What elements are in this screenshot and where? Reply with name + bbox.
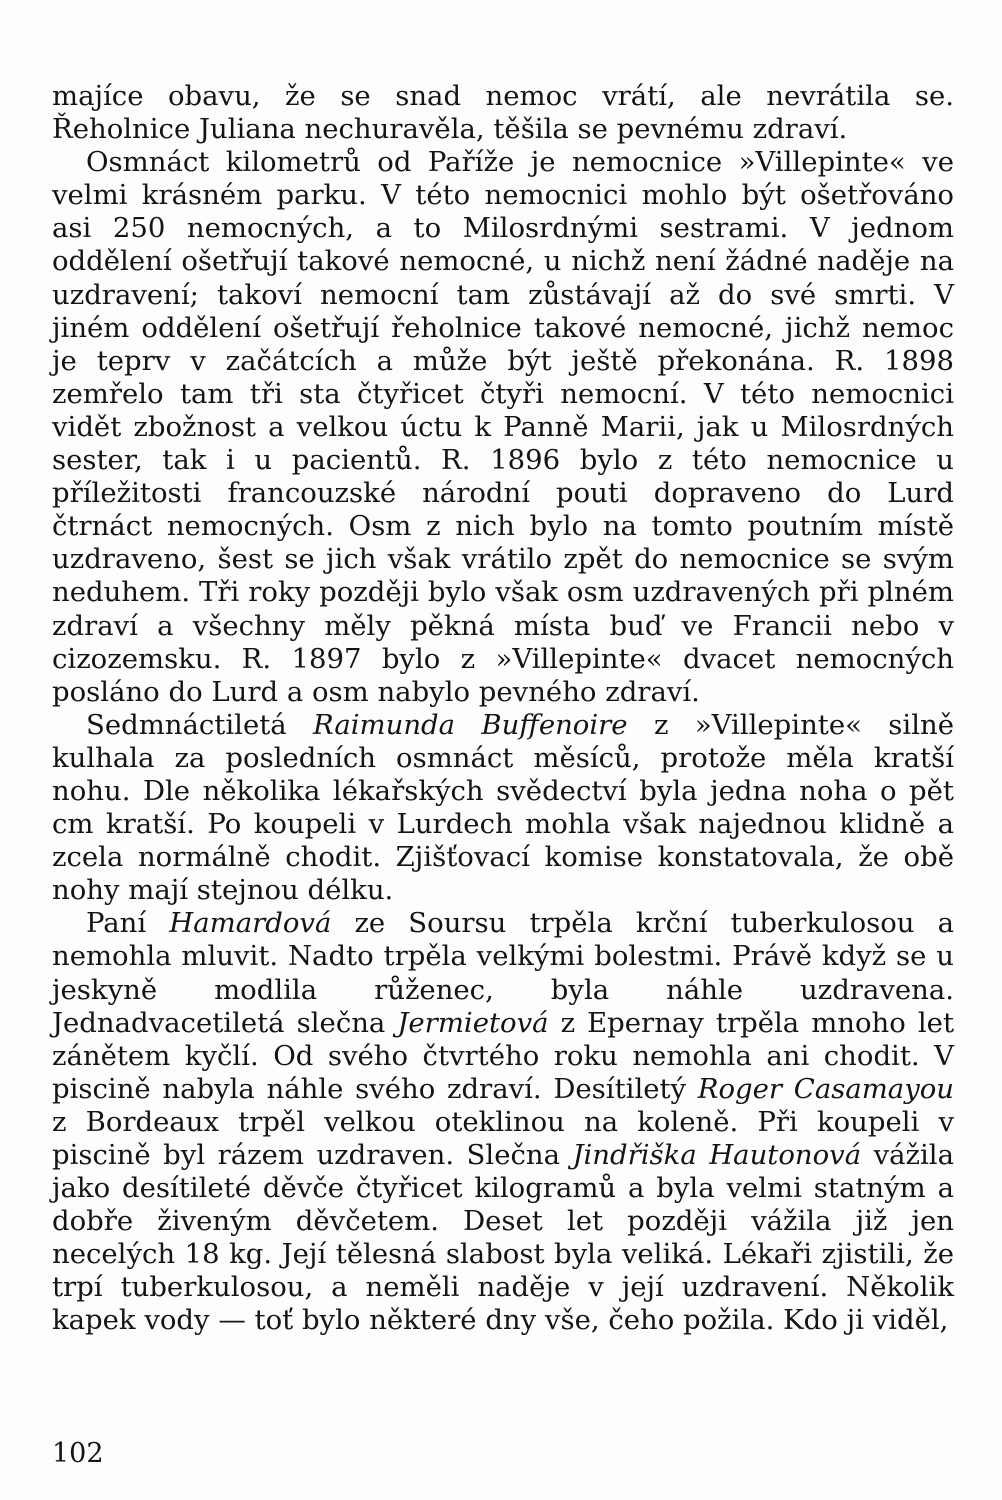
body-text <box>52 80 954 1338</box>
paragraph <box>52 80 954 146</box>
person-name: Jermietová <box>397 1006 549 1039</box>
text-segment: ze Soursu trpěla krční tuberkulosou a nemohla mluvit. Nadto trpěla velkými bolestmi. Právě když se u jeskyně modlila růženec, byla náhle uzdravena. Jednadvacetiletá slečna <box>52 907 954 1039</box>
text-segment: Osmnáct kilometrů od Paříže je nemocnice »Villepinte« ve velmi krásném parku. V této nemocnici mohlo být ošetřováno asi 250 nemocných, a to Milosrdnými sestrami. V jednom oddělení ošetřují takové nemocné, u nichž není žádné naděje na uzdravení; takoví nemocní tam zůstávají až do své smrti. V jiném oddělení ošetřují řeholnice takové nemocné, jichž nemoc je teprv v začátcích a může být ještě překonána. R. 1898 zemřelo tam tři sta čtyřicet čtyři nemocní. V této nemocnici vidět zbožnost a velkou úctu k Panně Marii, jak u Milosrdných sester, tak i u pacientů. R. 1896 bylo z této nemocnice u příležitosti francouzské národní pouti dopraveno do Lurd čtrnáct nemocných. Osm z nich bylo na tomto poutním místě uzdraveno, šest se jich však vrátilo zpět do nemocnice se svým neduhem. Tři roky později bylo však osm uzdravených při plném zdraví a všechny měly pěkná místa buď ve Francii nebo v cizozemsku. R. 1897 bylo z »Villepinte« dvacet nemocných posláno do Lurd a osm nabylo pevného zdraví. <box>52 146 954 708</box>
text-segment: z Epernay trpěla mnoho let zánětem kyčlí. Od svého čtvrtého roku nemohla ani chodit. V piscině nabyla náhle svého zdraví. Desítiletý <box>52 1006 954 1105</box>
page-number: 102 <box>52 1438 104 1469</box>
text-segment: vážila jako desítileté děvče čtyřicet kilogramů a byla velmi statným a dobře živeným děvčetem. Deset let později vážila již jen necelých 18 kg. Její tělesná slabost byla veliká. Lékaři zjistili, že trpí tuberkulosou, a neměli naděje v její uzdravení. Několik kapek vody — toť bylo některé dny vše, čeho požila. Kdo ji viděl, <box>52 1139 954 1337</box>
text-segment: z »Villepinte« silně kulhala za posledních osmnáct měsíců, protože měla kratší nohu. Dle několika lékařských svědectví byla jedna noha o pět cm kratší. Po koupeli v Lurdech mohla však najednou klidně a zcela normálně chodit. Zjišťovací komise konstatovala, že obě nohy mají stejnou délku. <box>52 708 954 907</box>
text-segment: Sedmnáctiletá <box>86 708 314 741</box>
paragraph <box>52 907 954 1337</box>
person-name: Hamardová <box>169 907 332 940</box>
text-segment: Paní <box>86 907 170 940</box>
paragraph <box>52 709 954 908</box>
person-name: Raimunda Buffenoire <box>313 708 628 741</box>
paragraph <box>52 146 954 709</box>
text-segment: majíce obavu, že se snad nemoc vrátí, ale nevrátila se. Řeholnice Juliana nechuravěla, těšila se pevnému zdraví. <box>52 80 954 146</box>
text-segment: z Bordeaux trpěl velkou oteklinou na koleně. Při koupeli v piscině byl rázem uzdraven. Slečna <box>52 1105 954 1171</box>
person-name: Roger Casamayou <box>697 1072 954 1105</box>
person-name: Jindřiška Hautonová <box>572 1139 862 1171</box>
